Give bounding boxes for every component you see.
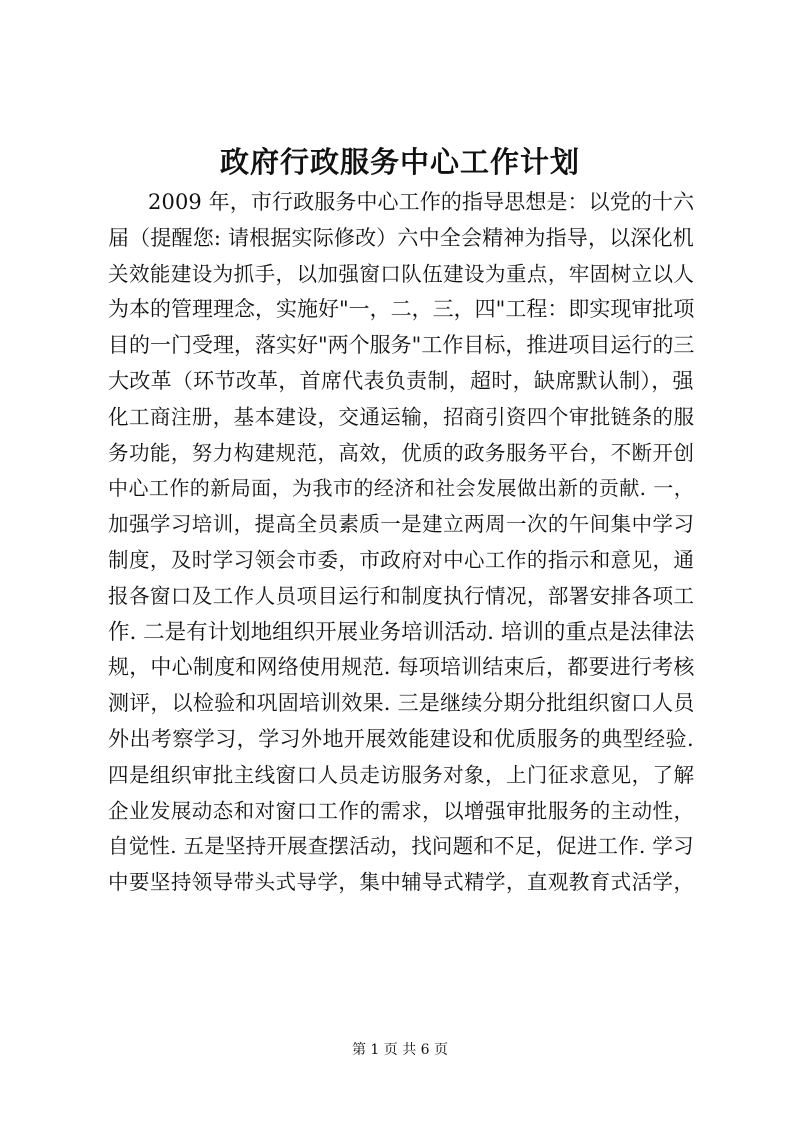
paragraph-line: 中要坚持领导带头式导学，集中辅导式精学，直观教育式活学，: [108, 870, 695, 895]
paragraph-line: 大改革（环节改革，首席代表负责制，超时，缺席默认制），强: [108, 368, 694, 393]
paragraph-line: 2009 年，市行政服务中心工作的指导思想是：以党的十六: [148, 190, 695, 214]
paragraph-line: 化工商注册，基本建设，交通运输，招商引资四个审批链条的服: [108, 404, 695, 429]
paragraph-line: 作. 二是有计划地组织开展业务培训活动. 培训的重点是法律法: [108, 619, 695, 645]
paragraph-line: 企业发展动态和对窗口工作的需求，以增强审批服务的主动性，: [108, 798, 695, 823]
paragraph-line: 届（提醒您: 请根据实际修改）六中全会精神为指导，以深化机: [108, 225, 694, 250]
paragraph-line: 务功能，努力构建规范，高效，优质的政务服务平台，不断开创: [108, 440, 695, 465]
paragraph-line: 关效能建设为抓手，以加强窗口队伍建设为重点，牢固树立以人: [108, 261, 695, 286]
document-title: 政府行政服务中心工作计划: [219, 145, 580, 179]
paragraph-line: 制度，及时学习领会市委，市政府对中心工作的指示和意见，通: [108, 547, 695, 572]
document-body: [108, 185, 694, 901]
paragraph-line: 目的一门受理，落实好"两个服务"工作目标，推进项目运行的三: [108, 333, 695, 358]
page-footer: 第 1 页 共 6 页: [351, 1042, 449, 1058]
paragraph-line: 为本的管理理念，实施好"一，二，三，四"工程：即实现审批项: [108, 297, 695, 322]
paragraph-line: 加强学习培训，提高全员素质一是建立两周一次的午间集中学习: [108, 512, 695, 537]
paragraph-line: 规，中心制度和网络使用规范. 每项培训结束后，都要进行考核: [108, 655, 695, 680]
paragraph-line: 中心工作的新局面，为我市的经济和社会发展做出新的贡献. 一，: [108, 476, 695, 501]
paragraph-line: 外出考察学习，学习外地开展效能建设和优质服务的典型经验.: [108, 726, 695, 751]
paragraph-line: 报各窗口及工作人员项目运行和制度执行情况，部署安排各项工: [108, 583, 695, 608]
paragraph-line: 自觉性. 五是坚持开展查摆活动，找问题和不足，促进工作. 学习: [108, 834, 694, 859]
paragraph-line: 四是组织审批主线窗口人员走访服务对象，上门征求意见，了解: [108, 762, 695, 787]
paragraph-line: 测评，以检验和巩固培训效果. 三是继续分期分批组织窗口人员: [108, 691, 695, 716]
